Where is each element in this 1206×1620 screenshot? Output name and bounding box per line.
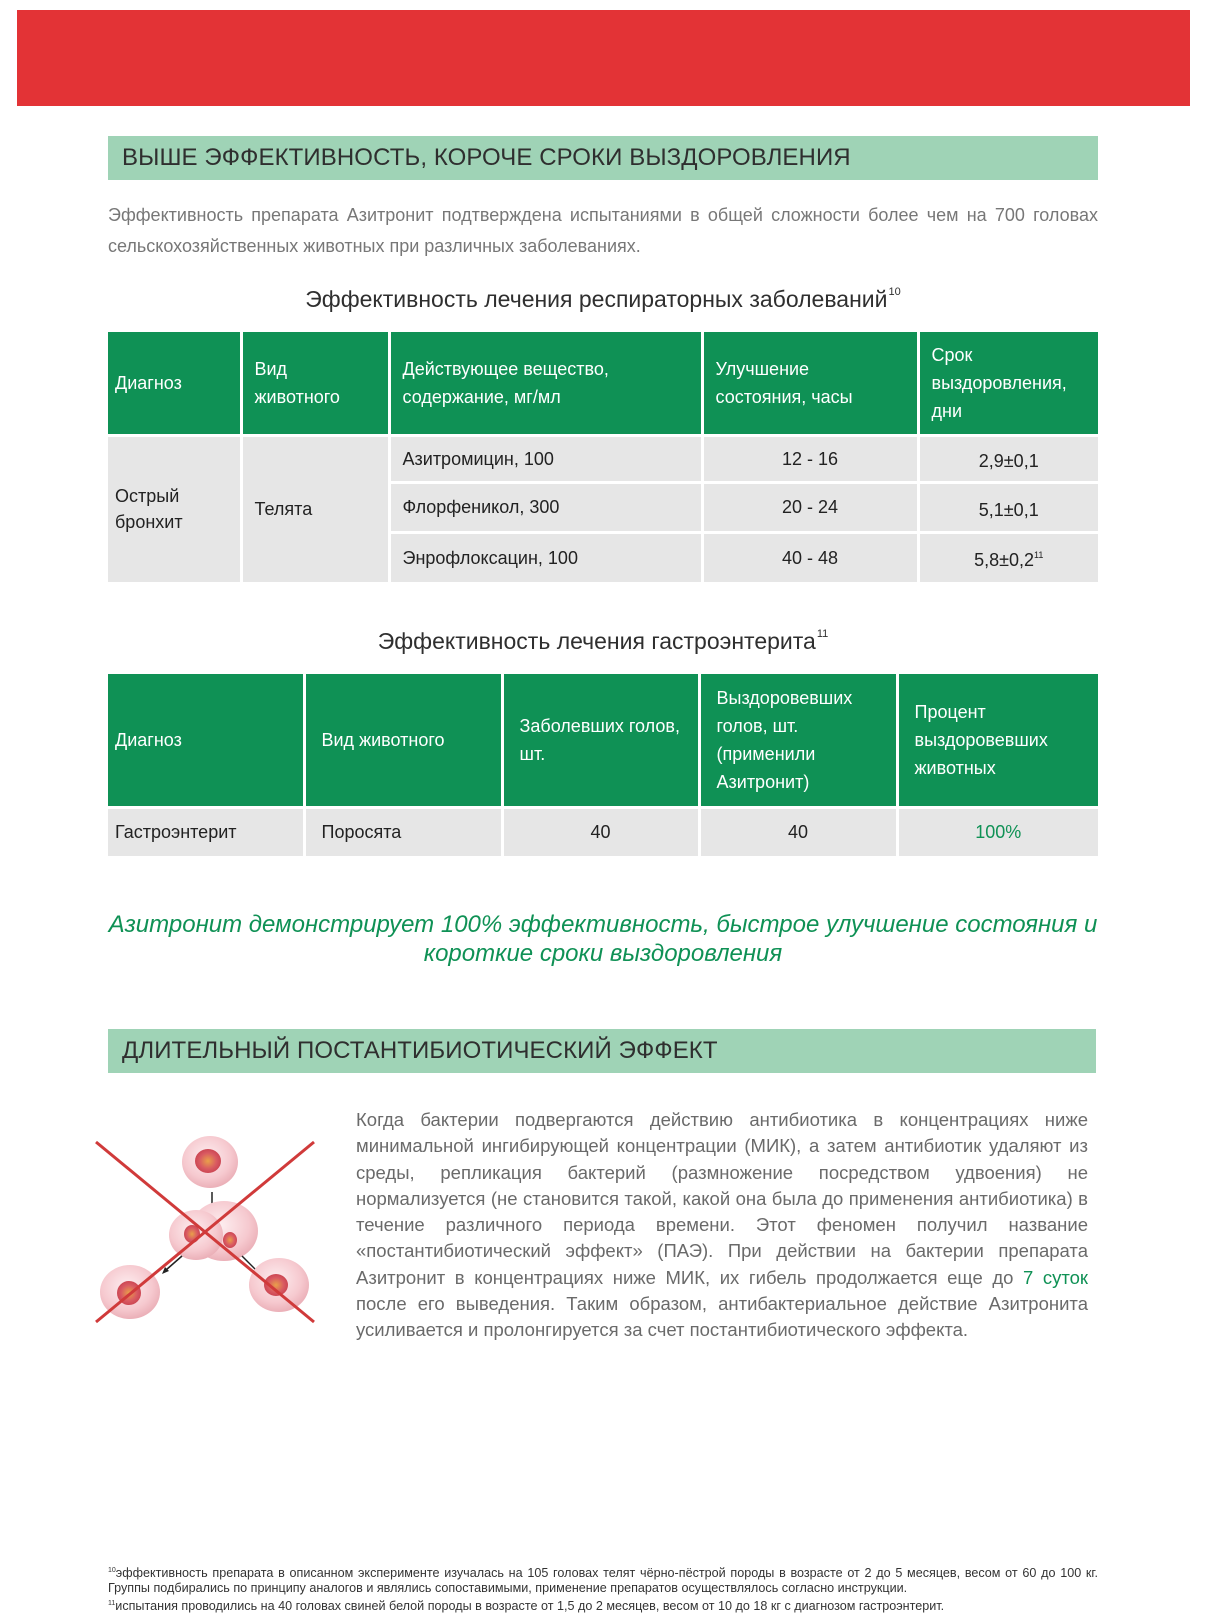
top-brand-bar — [17, 10, 1190, 106]
footnote-11 — [108, 1596, 1098, 1614]
table-row — [108, 435, 1098, 482]
table-row — [108, 807, 1098, 856]
gastroenteritis-table — [108, 674, 1098, 856]
table2-title — [108, 628, 1098, 655]
table1-animal-cell: Телята — [241, 435, 389, 582]
bacteria-division-illustration — [92, 1128, 332, 1328]
table2-title-text: Эффективность лечения гастроэнтерита — [377, 628, 816, 654]
table2-diagnosis-cell: Гастроэнтерит — [108, 807, 304, 856]
table1-header-diagnosis: Диагноз — [108, 332, 241, 435]
table1-recovery-value: 5,1±0,1 — [978, 499, 1039, 520]
table2-header-diagnosis: Диагноз — [108, 674, 304, 807]
table1-improvement-cell: 40 - 48 — [702, 532, 918, 582]
table1-header-animal: Вид животного — [241, 332, 389, 435]
respiratory-table — [108, 332, 1098, 582]
bacteria-cells-crossed-icon — [92, 1128, 332, 1328]
table1-recovery-cell — [918, 532, 1098, 582]
table1-diagnosis-cell: Острый бронхит — [108, 435, 241, 582]
efficiency-quote: Азитронит демонстрирует 100% эффективность, быстрое улучшение состояния и короткие сроки выздоровления — [108, 911, 1098, 967]
table2-recovered-cell: 40 — [699, 807, 897, 856]
pae-text-part2: после его выведения. Таким образом, антибактериальное действие Азитронита усиливается и пролонгируется за счет постантибиотического эффекта. — [356, 1293, 1088, 1341]
table1-substance-cell: Флорфеникол, 300 — [389, 482, 702, 532]
table1-improvement-cell: 20 - 24 — [702, 482, 918, 532]
footnote-text: эффективность препарата в описанном эксперименте изучалась на 105 головах телят чёрно-пёстрой породы в возрасте от 2 до 5 месяцев, весом от 60 до 100 кг. Группы подбирались по принципу аналогов и являлись сопоставимыми, применение препаратов осуществлялось согласно инструкции. — [108, 1566, 1098, 1595]
footnote-ref: 10 — [108, 1567, 116, 1574]
table1-header-improvement: Улучшение состояния, часы — [702, 332, 918, 435]
table1-recovery-value: 5,8±0,2 — [974, 550, 1035, 571]
table1-title-ref: 10 — [888, 286, 901, 298]
table2-header-animal: Вид животного — [304, 674, 502, 807]
table1-substance-cell: Энрофлоксацин, 100 — [389, 532, 702, 582]
table1-header-row — [108, 332, 1098, 435]
table2-percent-cell: 100% — [897, 807, 1098, 856]
table2-sick-cell: 40 — [502, 807, 699, 856]
table2-header-recovered: Выздоровевших голов, шт. (применили Азитронит) — [699, 674, 897, 807]
section-heading-pae: ДЛИТЕЛЬНЫЙ ПОСТАНТИБИОТИЧЕСКИЙ ЭФФЕКТ — [108, 1029, 1096, 1073]
footnote-10 — [108, 1563, 1098, 1596]
table1-title-text: Эффективность лечения респираторных заболеваний — [305, 286, 888, 312]
table2-header-sick: Заболевших голов, шт. — [502, 674, 699, 807]
pae-text-highlight: 7 суток — [1022, 1266, 1088, 1288]
table2-header-percent: Процент выздоровевших животных — [897, 674, 1098, 807]
table1-recovery-cell — [918, 435, 1098, 482]
table1-substance-cell: Азитромицин, 100 — [389, 435, 702, 482]
pae-description — [356, 1107, 1088, 1344]
table1-title — [108, 286, 1098, 313]
table1-recovery-value: 2,9±0,1 — [978, 451, 1039, 471]
footnote-text: испытания проводились на 40 головах свиней белой породы в возрасте от 1,5 до 2 месяцев, весом от 10 до 18 кг с диагнозом гастроэнтерит. — [115, 1599, 945, 1613]
table2-title-ref: 11 — [816, 628, 829, 640]
table1-improvement-cell: 12 - 16 — [702, 435, 918, 482]
table2-animal-cell: Поросята — [304, 807, 502, 856]
footnote-ref: 11 — [108, 1600, 116, 1607]
section-heading-efficiency: ВЫШЕ ЭФФЕКТИВНОСТЬ, КОРОЧЕ СРОКИ ВЫЗДОРОВЛЕНИЯ — [108, 136, 1098, 180]
table1-recovery-cell — [918, 482, 1098, 532]
table1-recovery-ref: 11 — [1034, 550, 1044, 561]
intro-paragraph: Эффективность препарата Азитронит подтверждена испытаниями в общей сложности более чем на 700 головах сельскохозяйственных животных при различных заболеваниях. — [108, 205, 1098, 256]
pae-text-part1: Когда бактерии подвергаются действию антибиотика в концентрациях ниже минимальной ингибирующей концентрации (МИК), а затем антибиотик удаляют из среды, репликация бактерий (размножение посредством удвоения) не нормализуется (не становится такой, какой она была до применения антибиотика) в течение различного периода времени. Этот феномен получил название «постантибиотический эффект» (ПАЭ). При действии на бактерии препарата Азитронит в концентрациях ниже МИК, их гибель продолжается еще до — [356, 1109, 1088, 1288]
table1-header-recovery: Срок выздоровления, дни — [918, 332, 1098, 435]
table2-header-row — [108, 674, 1098, 807]
footnotes — [108, 1563, 1098, 1614]
table1-header-substance: Действующее вещество, содержание, мг/мл — [389, 332, 702, 435]
